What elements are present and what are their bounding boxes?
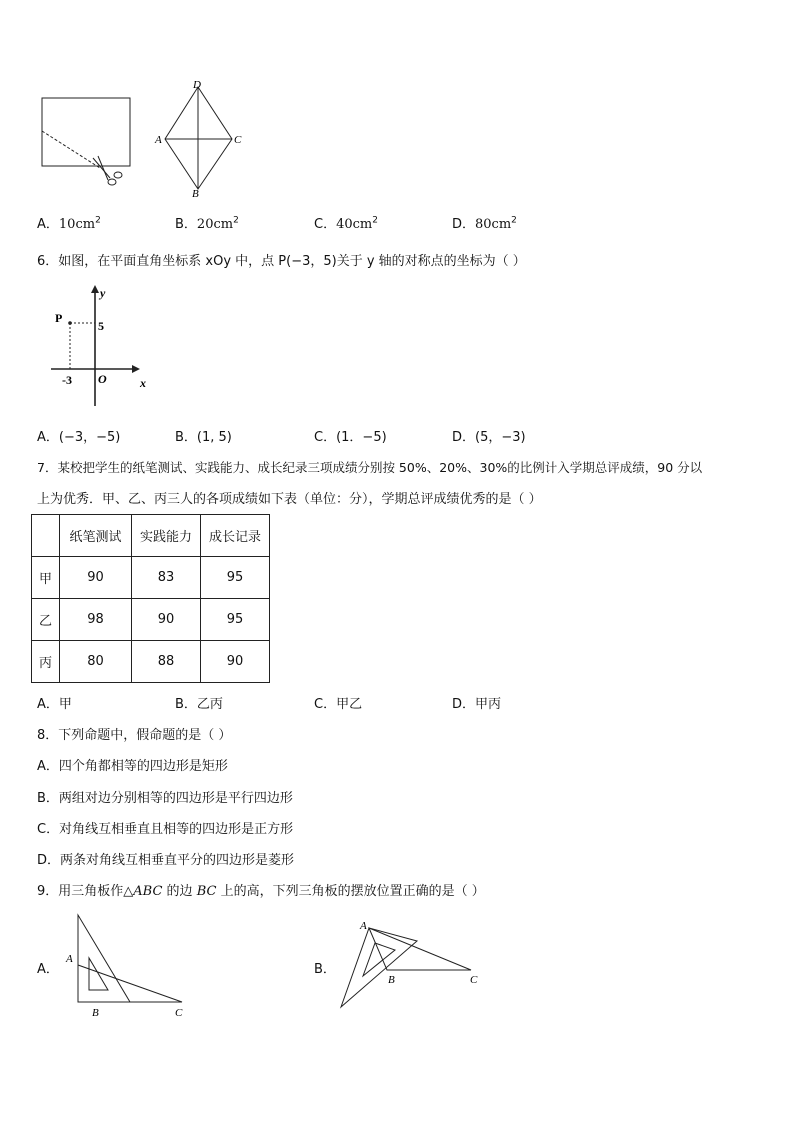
q6-option-d[interactable] bbox=[452, 426, 526, 445]
option-value: 甲乙 bbox=[336, 697, 363, 712]
q8-stem: 8．下列命题中，假命题的是（ ） bbox=[37, 728, 232, 743]
table-cell: 95 bbox=[201, 557, 270, 599]
option-letter: D． bbox=[452, 217, 476, 232]
option-letter: C． bbox=[314, 697, 337, 712]
q5-rectangle-figure bbox=[38, 94, 138, 192]
q7-option-d[interactable] bbox=[452, 693, 501, 712]
table-header-cell: 纸笔测试 bbox=[60, 515, 132, 557]
q7-stem-line2: 上为优秀．甲、乙、丙三人的各项成绩如下表（单位：分），学期总评成绩优秀的是（ ） bbox=[37, 492, 542, 507]
table-header-cell bbox=[32, 515, 60, 557]
q9-option-a-label[interactable]: A． bbox=[37, 962, 59, 977]
q6-option-c[interactable] bbox=[314, 426, 387, 445]
label-C: C bbox=[234, 134, 242, 146]
option-value: (1．−5) bbox=[336, 430, 387, 445]
q6-option-a[interactable] bbox=[37, 426, 120, 445]
option-letter: A． bbox=[37, 217, 59, 232]
option-value: 甲丙 bbox=[475, 697, 502, 712]
option-letter: A． bbox=[37, 430, 59, 445]
option-letter: B． bbox=[175, 430, 197, 445]
option-value: 乙丙 bbox=[196, 697, 223, 712]
label-a: A bbox=[360, 920, 367, 932]
table-cell: 90 bbox=[132, 599, 201, 641]
table-header-cell: 成长记录 bbox=[201, 515, 270, 557]
stem-part: 上的高，下列三角板的摆放位置正确的是（ ） bbox=[216, 884, 485, 899]
q8-option-b[interactable]: B．两组对边分别相等的四边形是平行四边形 bbox=[37, 791, 293, 806]
q7-score-table bbox=[31, 514, 270, 683]
option-value: 甲 bbox=[58, 697, 72, 712]
x-arrow bbox=[132, 365, 140, 373]
table-cell: 88 bbox=[132, 641, 201, 683]
table-header-cell: 实践能力 bbox=[132, 515, 201, 557]
table-row bbox=[32, 599, 270, 641]
option-sup: 2 bbox=[95, 215, 101, 226]
option-letter: B． bbox=[175, 217, 197, 232]
table-cell: 90 bbox=[60, 557, 132, 599]
table-cell: 95 bbox=[201, 599, 270, 641]
q9-figure-a[interactable] bbox=[60, 910, 195, 1022]
q9-stem bbox=[37, 880, 485, 899]
q6-coordinate-figure bbox=[48, 282, 158, 410]
option-value: 80cm bbox=[475, 217, 512, 232]
q5-rhombus-figure bbox=[152, 78, 252, 198]
q7-option-c[interactable] bbox=[314, 693, 362, 712]
row-name: 丙 bbox=[32, 641, 60, 683]
q5-option-c[interactable] bbox=[314, 213, 378, 232]
q9-figure-b[interactable] bbox=[333, 915, 483, 1015]
stem-part: 的边 bbox=[162, 884, 197, 899]
option-letter: D． bbox=[452, 430, 476, 445]
q7-option-b[interactable] bbox=[175, 693, 223, 712]
option-value: (1, 5) bbox=[196, 430, 232, 445]
stem-bc: BC bbox=[196, 884, 217, 899]
table-cell: 83 bbox=[132, 557, 201, 599]
q5-option-a[interactable] bbox=[37, 213, 101, 232]
q6-stem: 6．如图，在平面直角坐标系 xOy 中，点 P(−3，5)关于 y 轴的对称点的坐标为（ ） bbox=[37, 254, 526, 269]
scissors-icon bbox=[93, 156, 122, 185]
table-header-row bbox=[32, 515, 270, 557]
point-p bbox=[68, 321, 72, 325]
label-o: O bbox=[98, 372, 107, 386]
option-letter: B． bbox=[175, 697, 197, 712]
stem-abc: ABC bbox=[133, 884, 163, 899]
table-cell: 90 bbox=[201, 641, 270, 683]
option-value: (−3，−5) bbox=[58, 430, 121, 445]
q8-option-a[interactable]: A．四个角都相等的四边形是矩形 bbox=[37, 759, 228, 774]
label-minus3: -3 bbox=[62, 373, 72, 387]
option-value: 10cm bbox=[58, 217, 96, 232]
option-value: 20cm bbox=[196, 217, 234, 232]
label-y: y bbox=[100, 286, 106, 300]
q5-option-d[interactable] bbox=[452, 213, 517, 232]
q8-option-d[interactable]: D．两条对角线互相垂直平分的四边形是菱形 bbox=[37, 853, 295, 868]
q6-option-b[interactable] bbox=[175, 426, 232, 445]
y-arrow bbox=[91, 285, 99, 293]
option-value: 40cm bbox=[336, 217, 373, 232]
row-name: 甲 bbox=[32, 557, 60, 599]
label-c: C bbox=[470, 974, 478, 986]
option-letter: C． bbox=[314, 430, 337, 445]
table-cell: 80 bbox=[60, 641, 132, 683]
q9-option-b-label[interactable]: B． bbox=[314, 962, 336, 977]
option-sup: 2 bbox=[511, 215, 517, 226]
option-value: (5，−3) bbox=[475, 430, 526, 445]
option-letter: A． bbox=[37, 697, 59, 712]
option-sup: 2 bbox=[233, 215, 239, 226]
label-5: 5 bbox=[98, 319, 104, 333]
table-row bbox=[32, 557, 270, 599]
option-letter: C． bbox=[314, 217, 337, 232]
q7-stem-line1: 7．某校把学生的纸笔测试、实践能力、成长纪录三项成绩分别按 50%、20%、30%的比例计入学期总评成绩，90 分以 bbox=[37, 460, 703, 475]
label-b: B bbox=[92, 1007, 99, 1019]
label-p: P bbox=[55, 311, 63, 325]
stem-part: 9．用三角板作△ bbox=[37, 884, 134, 899]
row-name: 乙 bbox=[32, 599, 60, 641]
option-letter: D． bbox=[452, 697, 476, 712]
q5-option-b[interactable] bbox=[175, 213, 239, 232]
label-A: A bbox=[155, 134, 162, 146]
label-b: B bbox=[388, 974, 395, 986]
label-B: B bbox=[192, 188, 199, 198]
label-D: D bbox=[193, 79, 201, 91]
q7-option-a[interactable] bbox=[37, 693, 72, 712]
option-sup: 2 bbox=[372, 215, 378, 226]
label-c: C bbox=[175, 1007, 183, 1019]
label-x: x bbox=[140, 376, 146, 390]
table-cell: 98 bbox=[60, 599, 132, 641]
label-a: A bbox=[66, 953, 73, 965]
cut-line bbox=[42, 131, 100, 168]
q8-option-c[interactable]: C．对角线互相垂直且相等的四边形是正方形 bbox=[37, 822, 294, 837]
table-row bbox=[32, 641, 270, 683]
